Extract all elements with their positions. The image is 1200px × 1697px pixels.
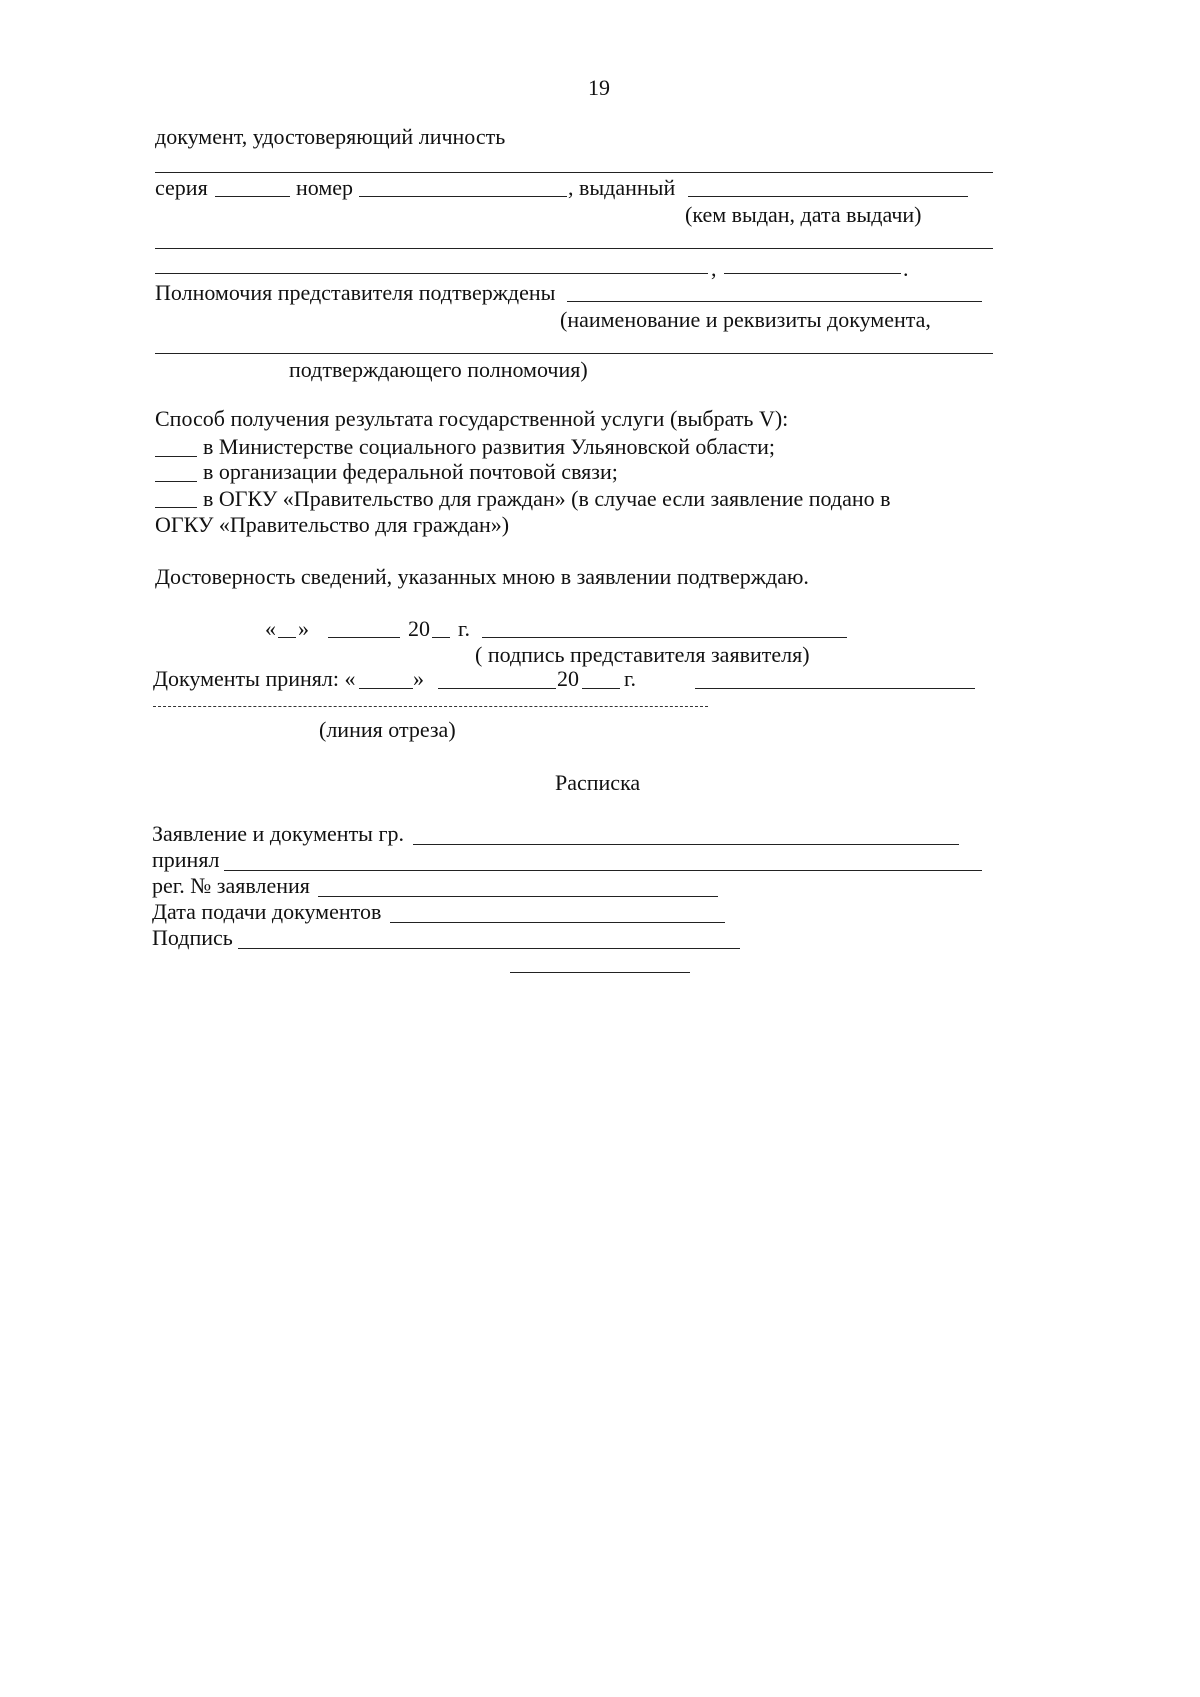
accepted-signature-field[interactable] bbox=[695, 688, 975, 689]
receipt-accepted-label: принял bbox=[152, 847, 220, 872]
receipt-date-label: Дата подачи документов bbox=[152, 899, 382, 924]
receipt-reg-no-field[interactable] bbox=[318, 896, 718, 897]
issued-by-line-2[interactable] bbox=[155, 248, 993, 249]
cut-line bbox=[153, 706, 708, 707]
confirm-open-quote: « bbox=[265, 616, 276, 641]
delivery-heading: Способ получения результата государственной услуги (выбрать V): bbox=[155, 406, 789, 431]
issued-comma: , bbox=[711, 256, 717, 281]
accepted-month-field[interactable] bbox=[438, 688, 556, 689]
series-label: серия bbox=[155, 175, 208, 200]
accepted-day-field[interactable] bbox=[359, 688, 413, 689]
number-label: номер bbox=[296, 175, 354, 200]
confirm-day-field[interactable] bbox=[278, 637, 296, 638]
delivery-option-3-continuation: ОГКУ «Правительство для граждан») bbox=[155, 512, 510, 537]
signature-hint: ( подпись представителя заявителя) bbox=[475, 642, 810, 667]
number-field[interactable] bbox=[359, 196, 567, 197]
delivery-option-1-checkbox[interactable] bbox=[155, 456, 197, 457]
confirm-year-prefix: 20 bbox=[408, 616, 430, 641]
accepted-close-quote: » bbox=[413, 666, 424, 691]
accepted-label: Документы принял: « bbox=[153, 666, 356, 691]
confirm-year-field[interactable] bbox=[432, 637, 450, 638]
receipt-applicant-label: Заявление и документы гр. bbox=[152, 821, 404, 846]
issue-date-field[interactable] bbox=[724, 273, 901, 274]
identity-doc-label: документ, удостоверяющий личность bbox=[155, 124, 506, 149]
delivery-option-2-checkbox[interactable] bbox=[155, 481, 197, 482]
cut-line-label: (линия отреза) bbox=[319, 717, 456, 742]
receipt-accepted-field[interactable] bbox=[224, 870, 982, 871]
delivery-option-1-label: в Министерстве социального развития Ульяновской области; bbox=[203, 434, 775, 459]
confirm-month-field[interactable] bbox=[328, 637, 400, 638]
issued-hint: (кем выдан, дата выдачи) bbox=[685, 202, 922, 227]
confirm-close-quote: » bbox=[298, 616, 309, 641]
issued-by-line-3[interactable] bbox=[155, 273, 708, 274]
issued-label: , выданный bbox=[568, 175, 676, 200]
receipt-signature-label: Подпись bbox=[152, 925, 233, 950]
end-divider bbox=[510, 972, 690, 973]
receipt-title: Расписка bbox=[555, 770, 641, 795]
delivery-option-3-checkbox[interactable] bbox=[155, 507, 197, 508]
authority-hint-2: подтверждающего полномочия) bbox=[289, 357, 588, 382]
confirm-year-suffix: г. bbox=[458, 616, 471, 641]
identity-doc-line[interactable] bbox=[155, 172, 993, 173]
representative-signature-field[interactable] bbox=[482, 637, 847, 638]
receipt-signature-field[interactable] bbox=[238, 948, 740, 949]
page-number: 19 bbox=[588, 75, 610, 100]
issued-by-field[interactable] bbox=[688, 196, 968, 197]
receipt-reg-no-label: рег. № заявления bbox=[152, 873, 310, 898]
confirmation-text: Достоверность сведений, указанных мною в заявлении подтверждаю. bbox=[155, 564, 809, 589]
issued-period: . bbox=[903, 256, 909, 281]
authority-field[interactable] bbox=[567, 301, 982, 302]
accepted-year-suffix: г. bbox=[624, 666, 637, 691]
accepted-year-field[interactable] bbox=[582, 688, 620, 689]
receipt-date-field[interactable] bbox=[390, 922, 725, 923]
receipt-applicant-field[interactable] bbox=[413, 844, 959, 845]
accepted-year-prefix: 20 bbox=[557, 666, 579, 691]
series-field[interactable] bbox=[215, 196, 290, 197]
delivery-option-3-label: в ОГКУ «Правительство для граждан» (в случае если заявление подано в bbox=[203, 486, 891, 511]
authority-hint-1: (наименование и реквизиты документа, bbox=[560, 307, 931, 332]
delivery-option-2-label: в организации федеральной почтовой связи; bbox=[203, 459, 618, 484]
authority-line-2[interactable] bbox=[155, 353, 993, 354]
authority-label: Полномочия представителя подтверждены bbox=[155, 280, 556, 305]
